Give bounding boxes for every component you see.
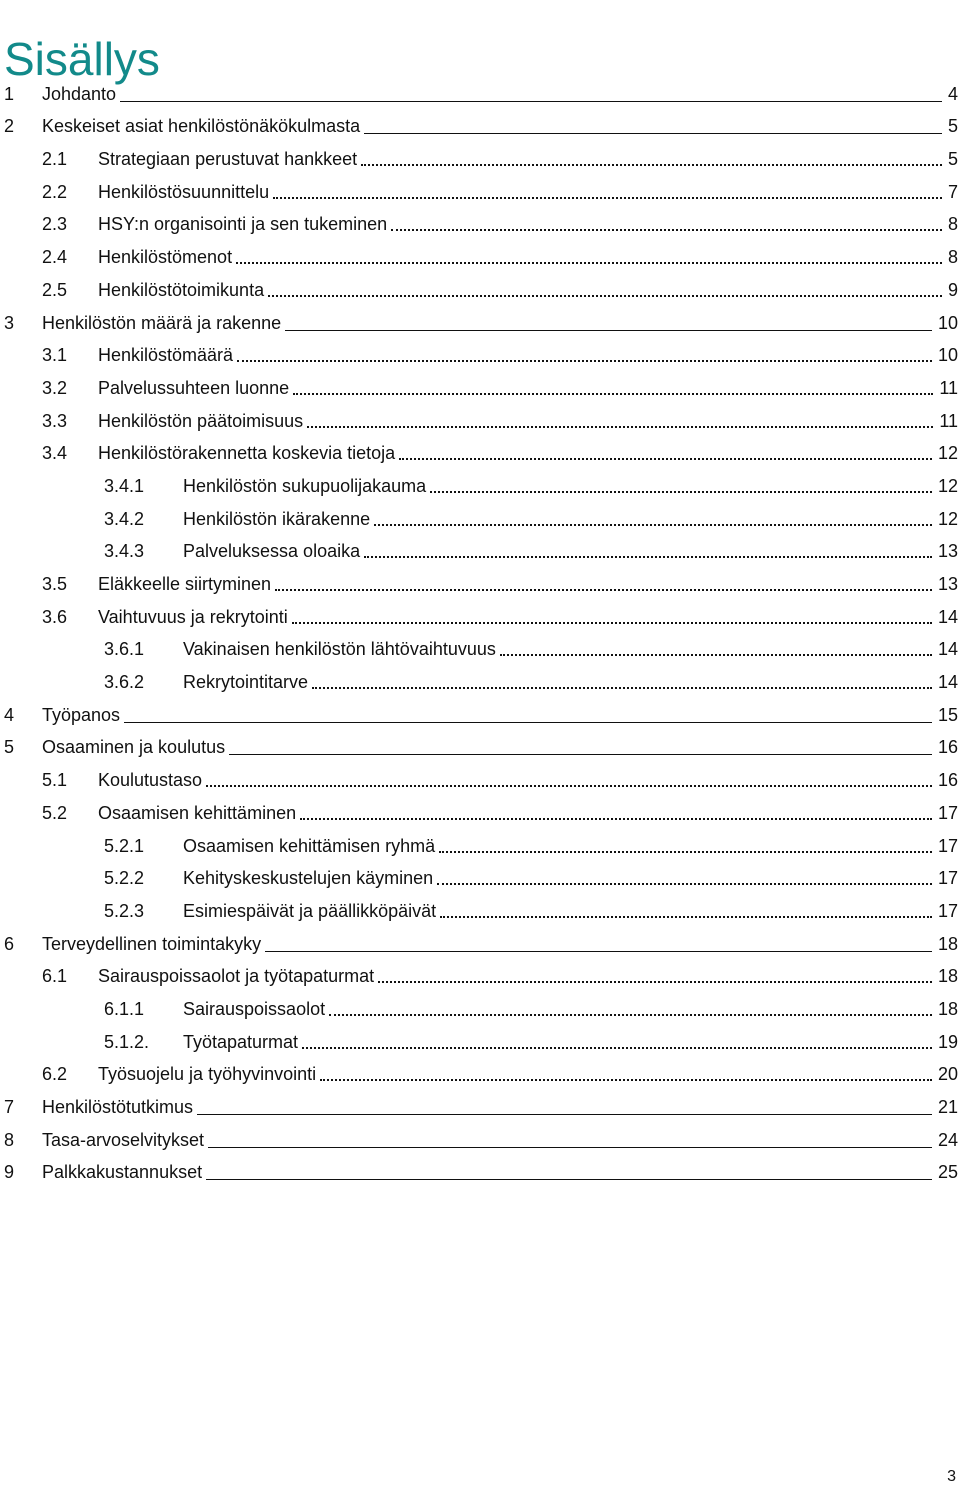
toc-entry-label: Osaaminen ja koulutus <box>42 737 226 758</box>
toc-entry-leader <box>500 654 932 656</box>
toc-entry-label: Työtapaturmat <box>183 1031 299 1052</box>
toc-entry-page: 18 <box>937 966 958 987</box>
toc-entry[interactable] <box>0 758 960 791</box>
toc-entry-leader <box>437 883 932 885</box>
toc-entry-number: 3.3 <box>42 410 68 431</box>
toc-entry-number: 3.4.1 <box>104 475 145 496</box>
toc-entry-number: 5.2.3 <box>104 900 145 921</box>
toc-entry[interactable] <box>0 1053 960 1086</box>
toc-entry-number: 5.1.2. <box>104 1031 150 1052</box>
page-title: Sisällys <box>4 32 160 85</box>
toc-entry[interactable] <box>0 137 960 170</box>
toc-entry-leader <box>236 262 942 264</box>
toc-entry-page: 17 <box>937 835 958 856</box>
toc-entry[interactable] <box>0 1151 960 1184</box>
toc-entry-page: 24 <box>937 1129 958 1150</box>
toc-entry-leader <box>302 1047 932 1049</box>
toc-entry-leader <box>273 197 942 199</box>
toc-entry-number: 3.4.2 <box>104 508 145 529</box>
toc-entry[interactable] <box>0 235 960 268</box>
toc-entry-page: 25 <box>937 1162 958 1183</box>
toc-entry[interactable] <box>0 334 960 367</box>
toc-entry[interactable] <box>0 824 960 857</box>
toc-entry-label: Kehityskeskustelujen käyminen <box>183 868 434 889</box>
toc-entry-number: 5.2 <box>42 802 68 823</box>
toc-entry-page: 10 <box>937 312 958 333</box>
toc-entry-leader <box>237 360 932 362</box>
toc-entry-label: Rekrytointitarve <box>183 672 309 693</box>
toc-entry-leader <box>430 491 932 493</box>
toc-entry-label: Henkilöstörakennetta koskevia tietoja <box>98 443 396 464</box>
toc-entry[interactable] <box>0 562 960 595</box>
toc-entry-number: 2 <box>4 116 15 137</box>
toc-entry-leader <box>320 1079 932 1081</box>
toc-entry-label: Vaihtuvuus ja rekrytointi <box>98 606 288 627</box>
toc-entry-leader <box>285 330 932 331</box>
toc-entry-label: HSY:n organisointi ja sen tukeminen <box>98 214 388 235</box>
table-of-contents <box>0 72 960 1183</box>
toc-entry[interactable] <box>0 301 960 334</box>
toc-entry-page: 4 <box>947 83 958 104</box>
toc-entry[interactable] <box>0 922 960 955</box>
toc-entry-label: Palkkakustannukset <box>42 1162 203 1183</box>
toc-entry[interactable] <box>0 497 960 530</box>
toc-entry[interactable] <box>0 1020 960 1053</box>
toc-entry-label: Osaamisen kehittäminen <box>98 802 297 823</box>
toc-entry-page: 17 <box>937 900 958 921</box>
toc-entry-label: Keskeiset asiat henkilöstönäkökulmasta <box>42 116 361 137</box>
toc-entry[interactable] <box>0 530 960 563</box>
toc-entry-page: 16 <box>937 770 958 791</box>
toc-entry-label: Henkilöstön päätoimisuus <box>98 410 304 431</box>
toc-entry-label: Henkilöstömenot <box>98 247 233 268</box>
toc-entry-number: 3.2 <box>42 377 68 398</box>
toc-entry-page: 19 <box>937 1031 958 1052</box>
toc-entry-label: Osaamisen kehittämisen ryhmä <box>183 835 436 856</box>
toc-entry-label: Koulutustaso <box>98 770 203 791</box>
toc-entry-number: 3.6.1 <box>104 639 145 660</box>
toc-entry-page: 12 <box>937 475 958 496</box>
toc-entry-leader <box>120 101 942 102</box>
toc-entry[interactable] <box>0 203 960 236</box>
toc-entry-leader <box>206 1179 932 1180</box>
toc-entry-leader <box>440 916 932 918</box>
toc-entry-number: 2.5 <box>42 279 68 300</box>
toc-entry[interactable] <box>0 660 960 693</box>
toc-entry-leader <box>197 1114 932 1115</box>
toc-entry-label: Työpanos <box>42 704 121 725</box>
toc-entry-label: Henkilöstötutkimus <box>42 1097 194 1117</box>
toc-entry-page: 14 <box>937 639 958 660</box>
toc-entry-label: Terveydellinen toimintakyky <box>42 933 262 954</box>
toc-entry-page: 21 <box>937 1097 958 1117</box>
toc-entry-number: 2.1 <box>42 149 68 170</box>
toc-entry-page: 18 <box>937 933 958 954</box>
toc-entry-number: 4 <box>4 704 15 725</box>
toc-entry-leader <box>399 458 932 460</box>
toc-entry-page: 8 <box>947 247 958 268</box>
toc-entry-number: 5 <box>4 737 15 758</box>
toc-entry-number: 3.5 <box>42 574 68 594</box>
toc-entry[interactable] <box>0 726 960 759</box>
toc-entry-leader <box>293 393 933 395</box>
toc-entry-number: 2.4 <box>42 247 68 268</box>
toc-entry-label: Sairauspoissaolot <box>183 998 326 1019</box>
toc-entry-label: Vakinaisen henkilöstön lähtövaihtuvuus <box>183 639 496 660</box>
toc-entry-number: 5.2.1 <box>104 835 145 856</box>
toc-entry[interactable] <box>0 72 960 105</box>
toc-entry-leader <box>391 229 942 231</box>
toc-entry-leader <box>374 524 932 526</box>
toc-entry[interactable] <box>0 399 960 432</box>
toc-entry[interactable] <box>0 432 960 465</box>
toc-entry-leader <box>229 754 932 755</box>
toc-entry[interactable] <box>0 105 960 138</box>
toc-entry-label: Esimiespäivät ja päällikköpäivät <box>183 900 437 921</box>
toc-entry[interactable] <box>0 170 960 203</box>
toc-entry[interactable] <box>0 1118 960 1151</box>
toc-entry-page: 18 <box>937 998 958 1019</box>
toc-entry-page: 10 <box>937 345 958 366</box>
toc-entry-page: 5 <box>947 116 958 137</box>
toc-entry-number: 6.1 <box>42 966 68 987</box>
toc-entry-number: 3.1 <box>42 345 68 366</box>
toc-entry-number: 2.3 <box>42 214 68 235</box>
toc-entry-number: 3.4.3 <box>104 541 145 562</box>
toc-entry-page: 13 <box>937 574 958 594</box>
toc-entry-number: 9 <box>4 1162 15 1183</box>
toc-entry-label: Palvelussuhteen luonne <box>98 377 290 398</box>
toc-entry-page: 12 <box>937 508 958 529</box>
toc-entry-leader <box>361 164 942 166</box>
toc-entry-page: 12 <box>937 443 958 464</box>
toc-entry-label: Henkilöstösuunnittelu <box>98 181 270 202</box>
toc-entry-leader <box>364 133 942 134</box>
toc-entry-leader <box>307 426 933 428</box>
toc-entry-label: Tasa-arvoselvitykset <box>42 1129 205 1150</box>
toc-entry[interactable] <box>0 595 960 628</box>
toc-entry-label: Henkilöstön määrä ja rakenne <box>42 312 282 333</box>
toc-entry-leader <box>124 722 932 723</box>
toc-entry-page: 17 <box>937 868 958 889</box>
toc-entry-number: 3.6.2 <box>104 672 145 693</box>
toc-entry-page: 14 <box>937 606 958 627</box>
toc-entry[interactable] <box>0 1085 960 1118</box>
toc-entry-label: Työsuojelu ja työhyvinvointi <box>98 1064 317 1085</box>
toc-entry-leader <box>364 556 932 558</box>
toc-entry[interactable] <box>0 955 960 988</box>
toc-entry-page: 11 <box>939 377 958 398</box>
page-number: 3 <box>947 1468 956 1485</box>
toc-entry-label: Henkilöstömäärä <box>98 345 234 366</box>
toc-entry-page: 11 <box>939 410 958 431</box>
toc-entry-page: 7 <box>947 181 958 202</box>
toc-entry-page: 13 <box>937 541 958 562</box>
toc-entry-leader <box>378 981 932 983</box>
toc-entry[interactable] <box>0 857 960 890</box>
toc-entry-leader <box>206 785 932 787</box>
toc-entry-number: 8 <box>4 1129 15 1150</box>
toc-entry-number: 6.1.1 <box>104 998 145 1019</box>
toc-entry-number: 6 <box>4 933 15 954</box>
toc-entry[interactable] <box>0 628 960 661</box>
toc-entry-number: 3.6 <box>42 606 68 627</box>
toc-entry-label: Henkilöstön sukupuolijakauma <box>183 475 427 496</box>
toc-entry-number: 5.1 <box>42 770 68 791</box>
toc-entry-label: Palveluksessa oloaika <box>183 541 361 562</box>
toc-entry-page: 9 <box>947 279 958 300</box>
toc-entry-page: 8 <box>947 214 958 235</box>
toc-entry-leader <box>439 851 932 853</box>
toc-entry-label: Eläkkeelle siirtyminen <box>98 574 272 594</box>
toc-entry-page: 15 <box>937 704 958 725</box>
toc-entry[interactable] <box>0 693 960 726</box>
toc-entry-leader <box>208 1147 932 1148</box>
toc-entry[interactable] <box>0 464 960 497</box>
toc-entry-leader <box>312 687 932 689</box>
toc-entry-number: 3.4 <box>42 443 68 464</box>
toc-entry-label: Sairauspoissaolot ja työtapaturmat <box>98 966 375 987</box>
toc-entry-leader <box>265 951 932 952</box>
toc-entry-leader <box>292 622 932 624</box>
toc-entry-number: 1 <box>4 83 15 104</box>
toc-entry-number: 5.2.2 <box>104 868 145 889</box>
toc-entry-label: Johdanto <box>42 83 117 104</box>
toc-entry-label: Strategiaan perustuvat hankkeet <box>98 149 358 170</box>
toc-entry[interactable] <box>0 366 960 399</box>
toc-entry-leader <box>275 589 932 591</box>
toc-entry-number: 3 <box>4 312 15 333</box>
toc-entry-number: 7 <box>4 1097 15 1117</box>
toc-entry-leader <box>329 1014 932 1016</box>
toc-entry-number: 6.2 <box>42 1064 68 1085</box>
toc-entry[interactable] <box>0 268 960 301</box>
toc-entry-leader <box>268 295 942 297</box>
toc-entry-label: Henkilöstön ikärakenne <box>183 508 371 529</box>
toc-entry[interactable] <box>0 791 960 824</box>
toc-entry-page: 5 <box>947 149 958 170</box>
toc-entry-page: 14 <box>937 672 958 693</box>
toc-entry-leader <box>300 818 932 820</box>
toc-entry-number: 2.2 <box>42 181 68 202</box>
toc-entry-page: 17 <box>937 802 958 823</box>
toc-entry-label: Henkilöstötoimikunta <box>98 279 265 300</box>
toc-entry[interactable] <box>0 987 960 1020</box>
toc-entry[interactable] <box>0 889 960 922</box>
toc-entry-page: 16 <box>937 737 958 758</box>
toc-entry-page: 20 <box>937 1064 958 1085</box>
